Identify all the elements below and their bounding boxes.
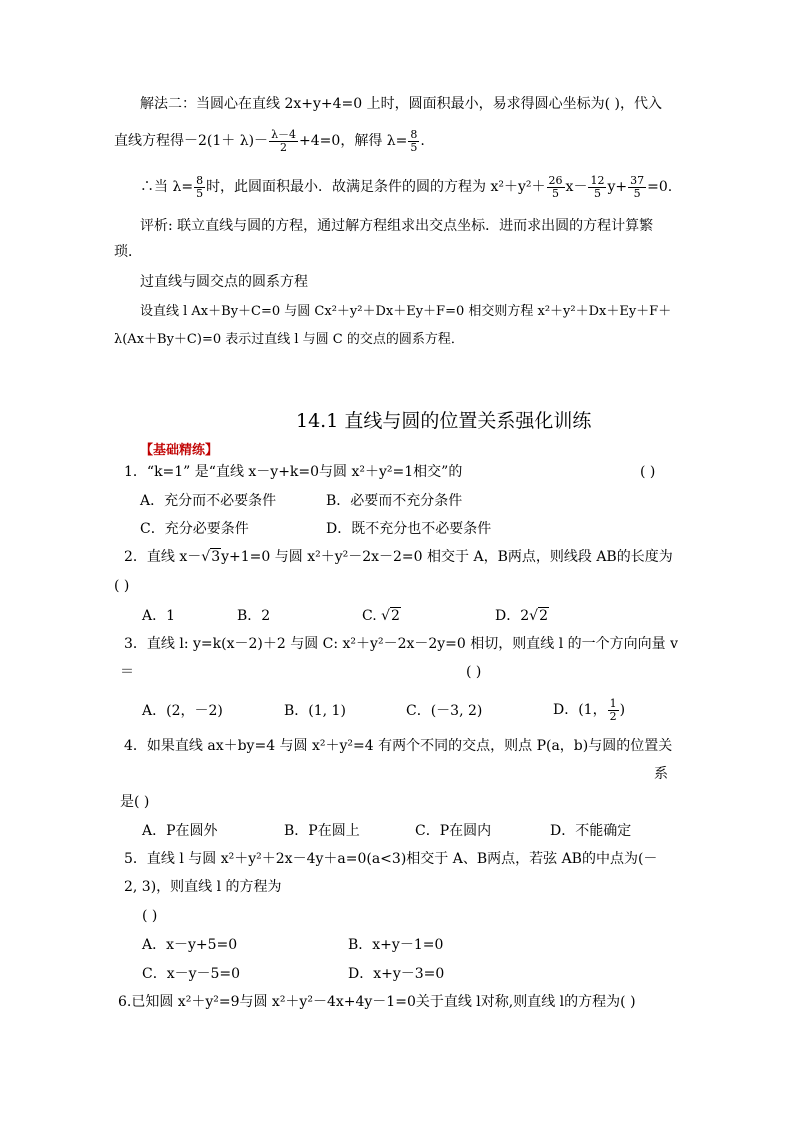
q1-option-c: C．充分必要条件 <box>140 521 249 537</box>
circle-family-heading: 过直线与圆交点的圆系方程 <box>140 274 308 290</box>
q5-stem: 5．直线 l 与圆 x²＋y²＋2x－4y＋a=0(a<3)相交于 A、B两点，若弦 AB的中点为(－ <box>124 851 658 867</box>
fraction <box>269 129 298 154</box>
q4-answer-blank: 是( ) <box>120 794 150 810</box>
fraction-denominator: 2 <box>609 709 617 723</box>
fraction-numerator: 1 <box>609 696 617 710</box>
fraction-denominator: 5 <box>196 186 204 200</box>
fraction-denominator: 5 <box>593 186 601 200</box>
circle-family-line1: 设直线 l Ax＋By＋C=0 与圆 Cx²＋y²＋Dx＋Ey＋F=0 相交则方程 x²＋y²＋Dx＋Ey＋F＋ <box>140 304 672 319</box>
fraction <box>608 698 619 723</box>
q4-option-a: A．P在圆外 <box>142 823 218 839</box>
q5-line2: 2, 3)，则直线 l 的方程为 <box>124 879 282 895</box>
fraction-numerator: λ－4 <box>271 127 297 141</box>
q1-stem: 1．“k=1” 是“直线 x－y+k=0与圆 x²＋y²=1相交”的 <box>124 464 463 480</box>
q3-option-b: B．(1, 1) <box>284 703 346 719</box>
sqrt-radicand: 2 <box>539 608 548 624</box>
fraction <box>408 129 419 154</box>
q2-option-b: B．2 <box>237 608 271 624</box>
q4-option-c: C．P在圆内 <box>415 823 492 839</box>
q1-option-a: A．充分而不必要条件 <box>140 493 277 509</box>
q2-answer-blank: ( ) <box>114 578 130 594</box>
section-tag: 【基础精练】 <box>140 443 219 458</box>
q2-stem <box>124 547 673 567</box>
q4-wrap: 系 <box>654 766 668 782</box>
q3-option-c: C．(－3, 2) <box>406 703 483 719</box>
q3-option-d-label: D．(1， <box>553 702 607 718</box>
fraction-denominator: 5 <box>633 186 641 200</box>
solution2-line3-end: =0. <box>647 179 673 195</box>
q2-option-c <box>362 606 401 626</box>
sqrt-symbol: √3 <box>201 549 221 565</box>
q5-option-c: C．x－y－5=0 <box>142 966 241 982</box>
solution2-line3 <box>140 172 672 202</box>
q2-option-a: A．1 <box>142 608 176 624</box>
q4-option-b: B．P在圆上 <box>284 823 360 839</box>
q1-option-d: D．既不充分也不必要条件 <box>326 521 492 537</box>
solution2-line1: 解法二：当圆心在直线 2x+y+4=0 上时，圆面积最小，易求得圆心坐标为( )，代入 <box>140 96 662 112</box>
q3-equals: ＝ <box>120 664 134 680</box>
q1-answer-blank: ( ) <box>640 464 656 480</box>
comment-line1: 评析: 联立直线与圆的方程，通过解方程组求出交点坐标．进而求出圆的方程计算繁 <box>140 218 654 234</box>
q5-option-d: D．x+y－3=0 <box>348 966 445 982</box>
q2-option-d-label: D．2 <box>495 608 530 624</box>
fraction-numerator: 8 <box>196 173 204 187</box>
fraction-numerator: 12 <box>590 173 605 187</box>
fraction <box>628 175 646 200</box>
solution2-line2 <box>114 126 425 156</box>
q5-option-b: B．x+y－1=0 <box>348 937 444 953</box>
q2-option-c-label: C. <box>362 608 382 624</box>
q3-option-d <box>553 694 625 726</box>
q3-option-d-end: ) <box>619 702 626 718</box>
q2-stem-post: y+1=0 与圆 x²＋y²－2x－2=0 相交于 A，B两点，则线段 AB的长度为 <box>221 549 673 565</box>
sqrt-symbol: √2 <box>381 608 400 624</box>
q3-option-a: A．(2，－2) <box>142 703 223 719</box>
fraction-numerator: 37 <box>630 173 645 187</box>
solution2-line2-mid: +4=0，解得 λ= <box>299 133 408 149</box>
fraction <box>588 175 606 200</box>
fraction-denominator: 5 <box>552 186 560 200</box>
fraction-numerator: 26 <box>548 173 563 187</box>
sqrt-radicand: 2 <box>391 608 400 624</box>
fraction-numerator: 8 <box>410 127 418 141</box>
fraction <box>547 175 565 200</box>
q3-answer-blank: ( ) <box>466 664 482 680</box>
q5-answer-blank: ( ) <box>142 908 158 924</box>
section-title: 14.1 直线与圆的位置关系强化训练 <box>296 410 592 432</box>
q5-option-a: A．x－y+5=0 <box>142 937 238 953</box>
q4-stem: 4．如果直线 ax＋by=4 与圆 x²＋y²=4 有两个不同的交点，则点 P(a，b)与圆的位置关 <box>124 738 673 754</box>
sqrt-symbol: √2 <box>529 608 548 624</box>
q2-option-d <box>495 606 549 626</box>
q1-option-b: B．必要而不充分条件 <box>326 493 463 509</box>
fraction <box>194 175 205 200</box>
q6-stem: 6.已知圆 x²＋y²=9与圆 x²＋y²－4x+4y－1=0关于直线 l对称,则直线 l的方程为( ) <box>118 994 636 1010</box>
fraction-denominator: 5 <box>410 140 418 154</box>
fraction-denominator: 2 <box>280 140 288 154</box>
q2-stem-pre: 2．直线 x－ <box>124 549 202 565</box>
solution2-line3-mid3: y+ <box>607 179 628 195</box>
solution2-line3-mid2: x－ <box>565 179 588 195</box>
circle-family-line2: λ(Ax＋By＋C)=0 表示过直线 l 与圆 C 的交点的圆系方程． <box>114 332 464 347</box>
solution2-line3-pre: ∴当 λ= <box>140 179 194 195</box>
q3-stem: 3．直线 l: y=k(x－2)＋2 与圆 C: x²＋y²－2x－2y=0 相切，则直线 l 的一个方向向量 v <box>124 636 679 652</box>
comment-line2: 琐． <box>114 244 142 260</box>
solution2-line3-mid: 时，此圆面积最小．故满足条件的圆的方程为 x²＋y²＋ <box>206 179 546 195</box>
solution2-line2-end: . <box>420 133 425 149</box>
q4-option-d: D．不能确定 <box>550 823 632 839</box>
sqrt-radicand: 3 <box>211 549 221 565</box>
solution2-line2-pre: 直线方程得－2(1＋ λ)－ <box>114 133 269 149</box>
